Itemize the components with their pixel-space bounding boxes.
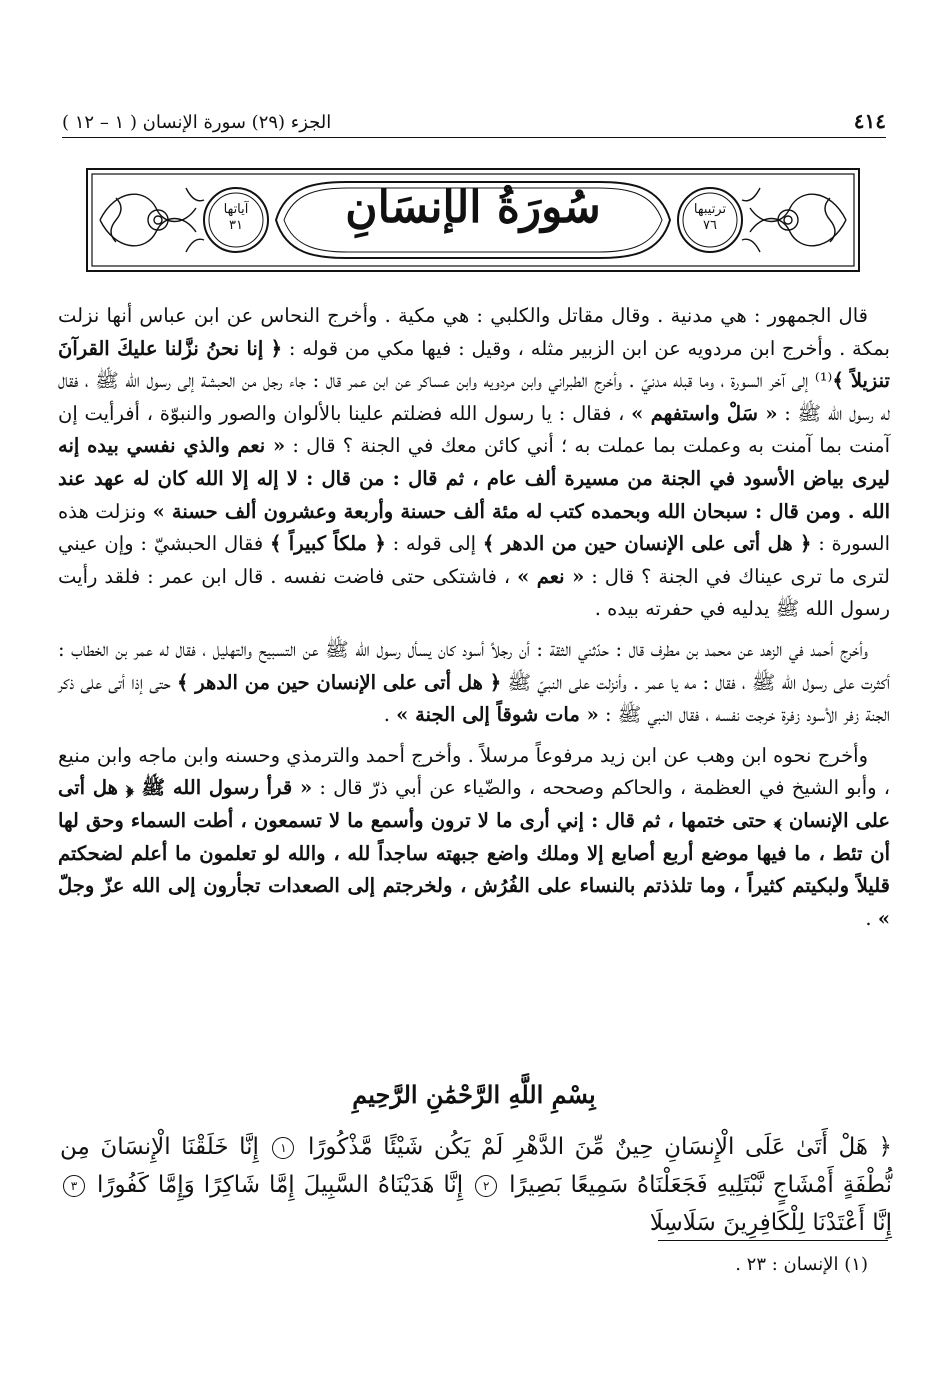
paragraph-3 <box>58 740 890 936</box>
quoted-text: ﴿ هل أتى على الإنسان حين من الدهر ﴾ <box>177 670 502 694</box>
quoted-text: « نعم » <box>517 564 585 588</box>
quran-verses <box>60 1128 892 1242</box>
header-title: الجزء (٢٩) سورة الإنسان ( ١ – ١٢ ) <box>62 112 332 133</box>
text-segment: وأخرج نحوه ابن وهب عن ابن زيد مرفوعاً مرسلاً . وأخرج أحمد والترمذي وحسنه وابن ماجه وابن منيع ، وأبو الشيخ في العظمة ، والحاكم وصححه ، والضّياء عن أبي ذرّ قال : <box>58 743 891 800</box>
verses-label: آياتها <box>223 202 249 217</box>
verses-count-medallion <box>204 202 268 234</box>
quoted-text: « مات شوقاً إلى الجنة » <box>396 703 599 727</box>
verse-1-number: ١ <box>272 1137 294 1159</box>
quoted-text: « قرأ رسول الله ﷺ ﴿ هل أتى على الإنسان ﴾ حتى ختمها ، ثم قال : إني أرى ما لا ترون وأسمع ما لا تسمعون ، أطت السماء وحق لها أن تئط ، ما فيها موضع أربع أصابع إلا وملك واضع جبهته ساجداً لله ، والله لو تعلمون ما أعلم لضحكتم قليلاً ولبكيتم كثيراً ، وما تلذذتم بالنساء على الفُرُش ، ولخرجتم إلى الصعدات تجأرون إلى الله عزّ وجلّ » <box>58 776 890 930</box>
verse-2-text: إِنَّا خَلَقْنَا الْإِنسَانَ مِن نُّطْفَةٍ أَمْشَاجٍ نَّبْتَلِيهِ فَجَعَلْنَاهُ سَمِيعًا بَصِيرًا <box>60 1134 892 1198</box>
verse-3-text: إِنَّا هَدَيْنَاهُ السَّبِيلَ إِمَّا شَاكِرًا وَإِمَّا كَفُورًا <box>96 1172 464 1198</box>
surah-title: سُورَةُ الإنسَانِ <box>345 182 601 233</box>
text-segment: ⁽¹⁾ إلى آخر السورة ، وما قبله مدنيّ . وأخرج الطبراني وابن مردويه وابن عساكر عن ابن عمر قال : جاء رجل من الحبشة إلى رسول الله ﷺ ، فقال له رسول الله ﷺ : <box>58 369 890 425</box>
text-segment: فقال الحبشيّ : وإن عيني لترى ما ترى عيناك في الجنة ؟ قال : <box>58 532 890 588</box>
page-number: ٤١٤ <box>853 109 886 133</box>
verse-4-text: إِنَّا أَعْتَدْنَا لِلْكَافِرِينَ سَلَاسِلَا <box>649 1210 892 1236</box>
text-segment: ، فاشتكى حتى فاضت نفسه . قال ابن عمر : فلقد رأيت رسول الله ﷺ يدليه في حفرته بيده . <box>58 564 890 621</box>
surah-banner <box>86 168 860 272</box>
text-segment: وأخرج أحمد في الزهد عن محمد بن مطرف قال : حدّثني الثقة : أن رجلاً أسود كان يسأل رسول الله ﷺ عن التسبيح والتهليل ، فقال له عمر بن الخطاب : أكثرت على رسول الله ﷺ ، فقال : مه يا عمر . وأنزلت على النبيّ ﷺ <box>58 637 890 694</box>
quran-open-bracket: ﴿ <box>878 1134 892 1160</box>
quoted-text: ﴿ إنا نحنُ نزَّلنا عليكَ القرآنَ تنزيلاً ﴾ <box>58 336 890 393</box>
quoted-text: « سَلْ واستفهم » <box>631 401 778 425</box>
footnote-divider <box>658 1240 888 1241</box>
order-value: ٧٦ <box>703 218 717 233</box>
quoted-text: ﴿ هل أتى على الإنسان حين من الدهر ﴾ <box>482 532 812 556</box>
quoted-text: « نعم والذي نفسي بيده إنه ليرى بياض الأسود في الجنة من مسيرة ألف عام ، ثم قال : من قال : لا إله إلا الله كان له عهد عند الله . ومن قال : سبحان الله وبحمده كتب له مئة ألف حسنة وأربعة وعشرون ألف حسنة » <box>58 434 891 523</box>
text-segment: قال الجمهور : هي مدنية . وقال مقاتل والكلبي : هي مكية . وأخرج النحاس عن ابن عباس أنها نزلت بمكة . وأخرج ابن مردويه عن ابن الزبير مثله ، وقيل : فيها مكي من قوله : <box>58 304 890 360</box>
verse-3-number: ٣ <box>63 1175 85 1197</box>
commentary-body <box>58 300 890 943</box>
order-label: ترتيبها <box>693 202 727 217</box>
text-segment: إلى قوله : <box>385 532 483 556</box>
verse-2-number: ٢ <box>475 1175 497 1197</box>
paragraph-2 <box>58 634 890 732</box>
quoted-text: ﴿ ملكاً كبيراً ﴾ <box>270 532 386 556</box>
footnote: (١) الإنسان : ٢٣ . <box>735 1254 868 1275</box>
text-segment: . <box>865 906 878 930</box>
text-segment: ونزلت هذه السورة : <box>58 499 890 556</box>
paragraph-1 <box>58 300 890 626</box>
text-segment: ، فقال : يا رسول الله فضلتم علينا بالألوان والصور والنبوّة ، أفرأيت إن آمنت بما آمنت به وعملت بما عملت به ؛ أني كائن معك في الجنة ؟ قال : <box>58 401 890 458</box>
verses-value: ٣١ <box>229 218 243 233</box>
running-header <box>62 102 886 138</box>
text-segment: . <box>383 703 397 727</box>
text-segment: حتى إذا أتى على ذكر الجنة زفر الأسود زفرة خرجت نفسه ، فقال النبي ﷺ : <box>58 670 890 727</box>
basmala: بِسْمِ اللَّهِ الرَّحْمَٰنِ الرَّحِيمِ <box>352 1080 596 1109</box>
order-medallion <box>678 202 742 234</box>
verse-1-text: هَلْ أَتَىٰ عَلَى الْإِنسَانِ حِينٌ مِّنَ الدَّهْرِ لَمْ يَكُن شَيْئًا مَّذْكُورًا <box>307 1134 868 1160</box>
